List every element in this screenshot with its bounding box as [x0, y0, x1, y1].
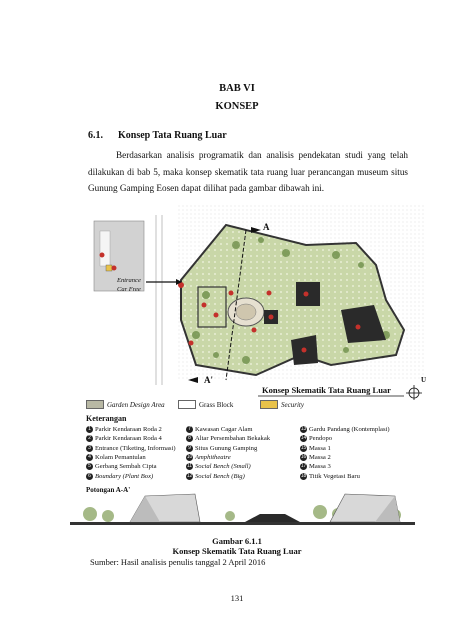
body-paragraph-text: Berdasarkan analisis programatik dan analisis pendekatan studi yang telah dilakukan di bab 5, maka konsep skematik tata ruang luar perancangan museum situs Gunung Gamping Eosen dapat dilihat pada gambar dibawah ini.	[88, 150, 408, 193]
keterangan-item	[300, 435, 332, 442]
keterangan-item	[300, 445, 331, 452]
keterangan-item	[186, 445, 257, 452]
figure-number: Gambar 6.1.1	[212, 536, 262, 546]
keterangan-number: 15	[300, 444, 307, 451]
keterangan-text: Kolam Pemantulan	[95, 453, 146, 461]
potongan-label: Potongan A-A'	[86, 486, 131, 494]
keterangan-number: 18	[300, 472, 307, 479]
keterangan-text: Massa 2	[309, 453, 331, 461]
keterangan-text: Gardu Pandang (Kontemplasi)	[309, 426, 390, 433]
keterangan-text: Pendopo	[309, 435, 333, 443]
north-label: U	[421, 376, 427, 384]
section-title: Konsep Tata Ruang Luar	[118, 130, 227, 141]
chapter-number: BAB VI	[219, 83, 255, 94]
chapter-title: KONSEP	[215, 101, 259, 112]
keterangan-number: 6	[86, 473, 93, 480]
section-building-center	[245, 514, 300, 522]
keterangan-text: Gerbang Sembah Cipta	[95, 463, 157, 471]
site-plan-drawing	[86, 205, 426, 400]
figure-title: Konsep Skematik Tata Ruang Luar	[172, 546, 302, 556]
legend-swatch	[260, 400, 278, 409]
legend-label: Grass Block	[199, 400, 234, 409]
keterangan-item	[86, 463, 157, 470]
keterangan-item	[186, 463, 251, 470]
keterangan-item	[186, 435, 270, 442]
keterangan-item	[300, 426, 390, 433]
keterangan-item	[186, 454, 231, 461]
legend-swatch	[178, 400, 196, 409]
keterangan-number: 14	[300, 435, 307, 442]
keterangan-title: Keterangan	[86, 414, 127, 423]
keterangan-list	[86, 426, 426, 484]
keterangan-text: Entrance (Tiketing, Informasi)	[95, 444, 176, 452]
keterangan-text: Altar Persembahan Bekakak	[195, 435, 271, 443]
keterangan-number: 11	[186, 463, 193, 470]
keterangan-text: Parkir Kendaraan Roda 2	[95, 426, 162, 433]
keterangan-number: 8	[186, 435, 193, 442]
keterangan-item	[300, 463, 331, 470]
keterangan-number: 5	[86, 463, 93, 470]
body-paragraph	[88, 147, 408, 197]
keterangan-item	[86, 454, 146, 461]
page-number: 131	[230, 593, 244, 603]
keterangan-text: Amphitheatre	[195, 453, 231, 461]
keterangan-item	[186, 473, 245, 480]
keterangan-item	[86, 426, 162, 433]
keterangan-number: 13	[300, 426, 307, 432]
entrance-label: Entrance	[117, 277, 141, 284]
keterangan-item	[86, 445, 176, 452]
figure-source: Sumber: Hasil analisis penulis tanggal 2 April 2016	[90, 557, 266, 567]
legend-item	[86, 400, 165, 409]
keterangan-number: 9	[186, 445, 193, 452]
keterangan-text: Titik Vegetasi Baru	[309, 472, 360, 480]
keterangan-text: Massa 1	[309, 444, 331, 452]
legend-swatch	[86, 400, 104, 409]
keterangan-text: Boundary (Plant Box)	[95, 472, 154, 480]
keterangan-number: 1	[86, 426, 93, 433]
section-mark-bottom: A'	[204, 375, 213, 385]
legend-item	[178, 400, 233, 409]
keterangan-number: 2	[86, 435, 93, 442]
legend-label: Security	[281, 400, 304, 409]
keterangan-text: Parkir Kendaraan Roda 4	[95, 435, 162, 443]
keterangan-text: Situs Gunung Gamping	[195, 444, 258, 452]
keterangan-item	[86, 435, 162, 442]
keterangan-item	[186, 426, 253, 433]
plan-title: Konsep Skematik Tata Ruang Luar	[262, 385, 391, 395]
keterangan-item	[300, 454, 331, 461]
legend-label: Garden Design Area	[107, 400, 165, 409]
keterangan-text: Social Bench (Big)	[195, 472, 245, 480]
keterangan-number: 17	[300, 463, 307, 470]
keterangan-item	[300, 473, 360, 480]
keterangan-text: Kawasan Cagar Alam	[195, 426, 253, 433]
keterangan-number: 3	[86, 445, 93, 452]
keterangan-number: 12	[186, 472, 193, 479]
section-drawing	[70, 492, 415, 534]
section-number: 6.1.	[88, 130, 103, 141]
keterangan-text: Social Bench (Small)	[195, 463, 251, 471]
section-mark-top: A	[263, 222, 270, 232]
keterangan-number: 10	[186, 453, 193, 460]
keterangan-text: Massa 3	[309, 463, 331, 471]
keterangan-item	[86, 473, 153, 480]
legend-item	[260, 400, 304, 409]
keterangan-number: 7	[186, 426, 193, 433]
keterangan-number: 16	[300, 453, 307, 460]
keterangan-number: 4	[86, 454, 93, 461]
car-free-label: Car Free	[117, 286, 141, 293]
